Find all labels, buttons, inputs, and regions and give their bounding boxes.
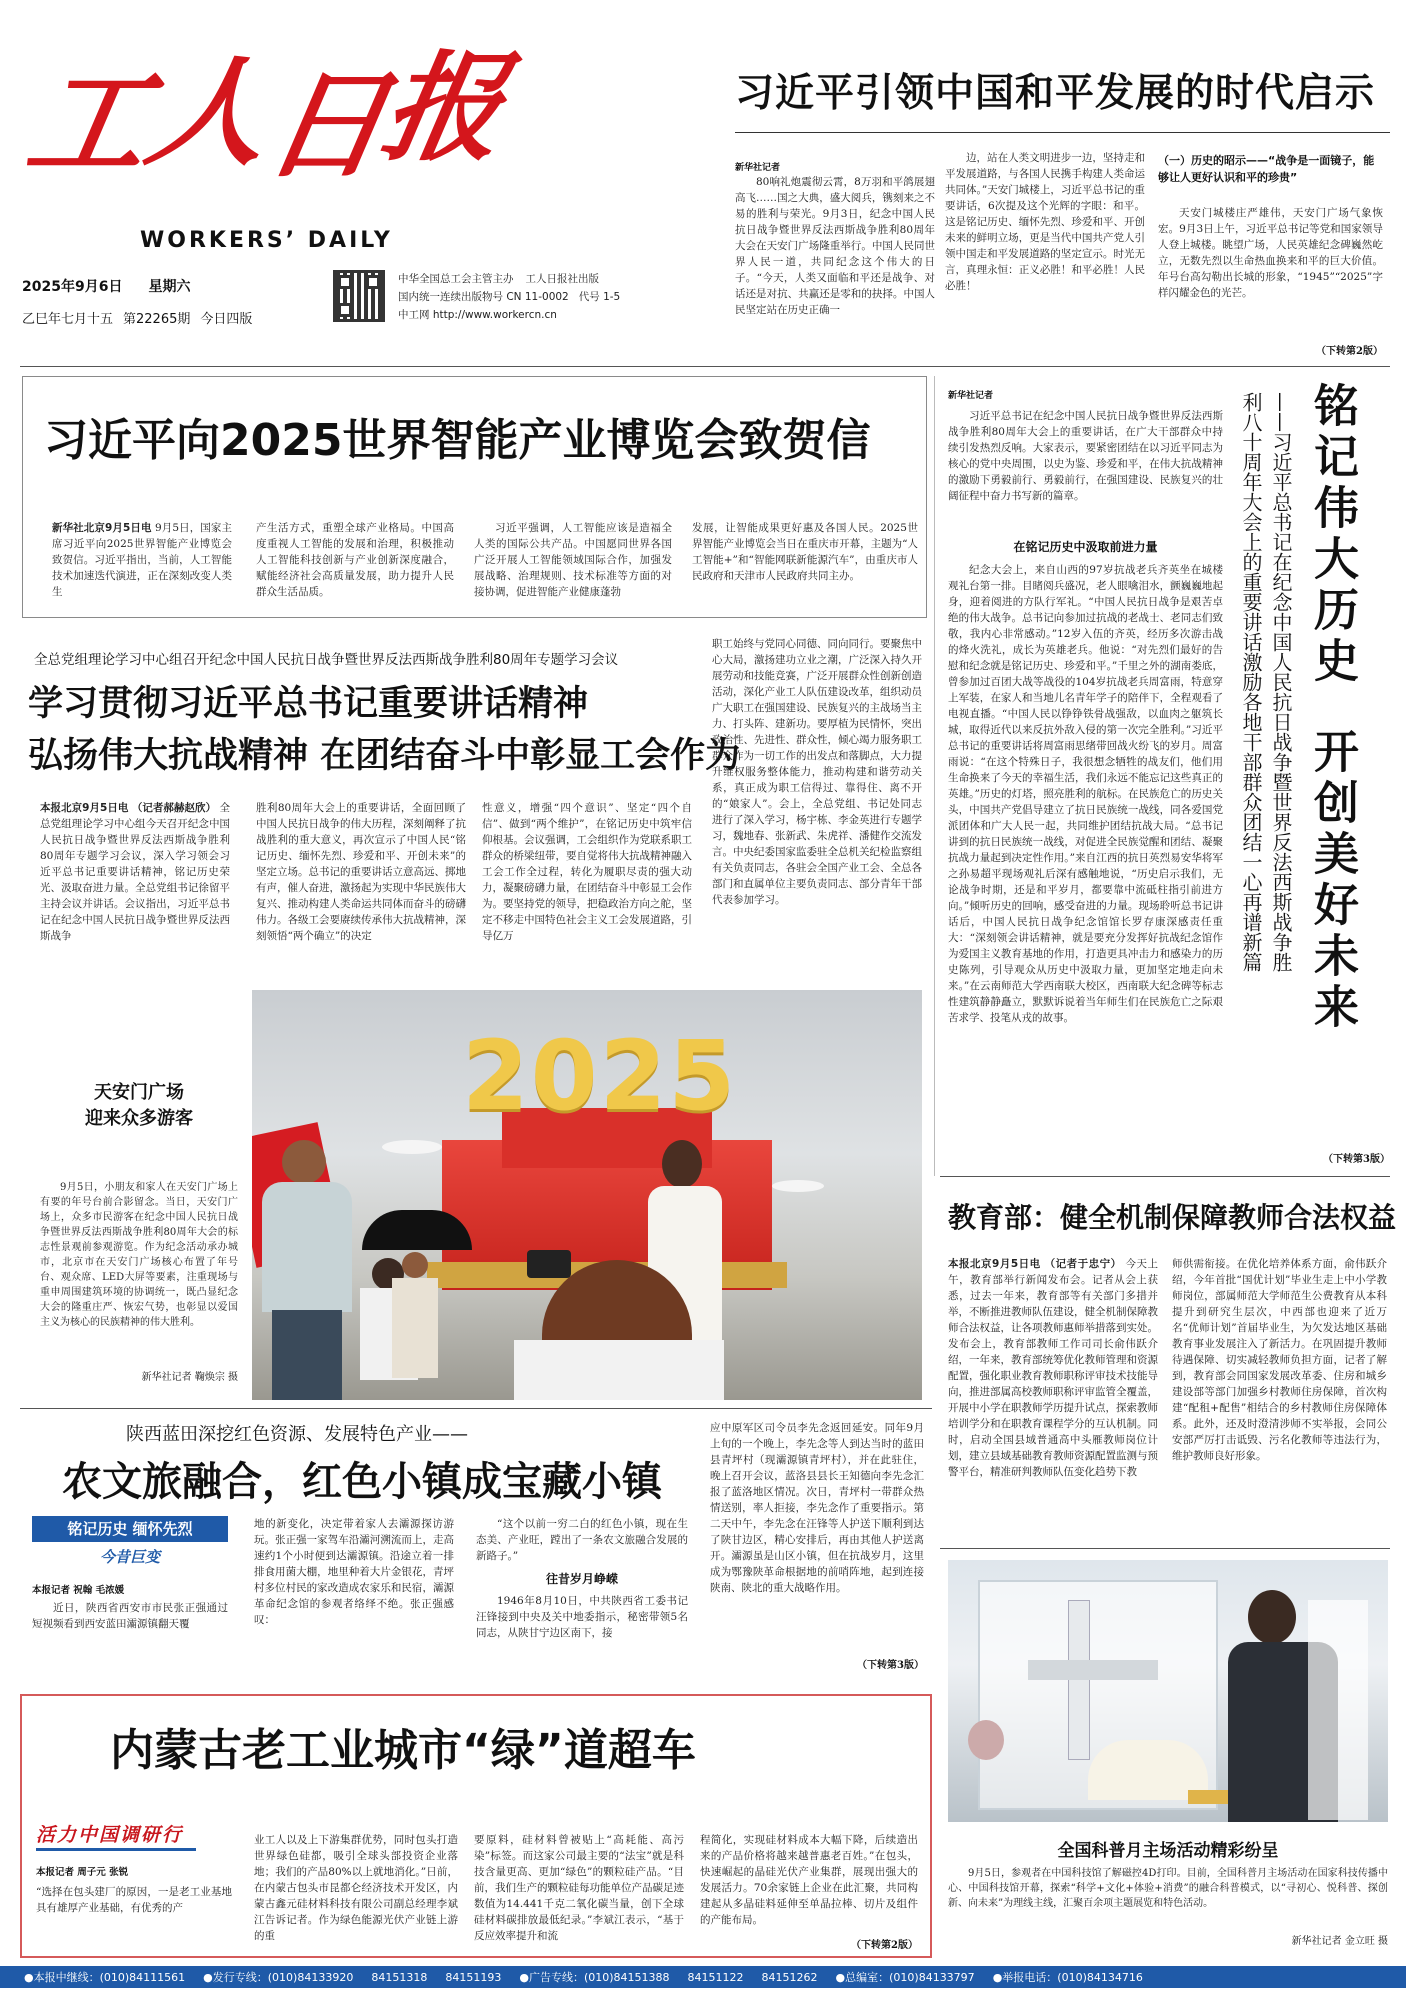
masthead-char-4: 报 [372,38,516,177]
village-headline: 农文旅融合，红色小镇成宝藏小镇 [62,1459,662,1505]
education-headline: 教育部：健全机制保障教师合法权益 [948,1201,1397,1234]
editorial-subhead: 在铭记历史中汲取前进力量 [1013,540,1158,554]
village-byline: 本报记者 祝翰 毛浓媛 [32,1585,125,1596]
editorial-title-big-2: 开创美好未来 [1306,728,1359,1034]
village-col-3-pre: “这个以前一穷二白的红色小镇，现在生态美、产业旺，蹚出了一条农文旅融合发展的新路子。” [476,1518,688,1562]
footer-hotline: ●本报中继线：(010)84111561 [24,1971,186,1984]
lead-turn: （下转第2版） [1316,346,1383,357]
science-photo-caption: 9月5日，参观者在中国科技馆了解磁控4D打印。目前，全国科普月主场活动在国家科技传播中心、中国科技馆开幕，探索“科学+文化+体验+消费”的融合科普模式，以“寻初心、悦科普、探创新、向未来”为理线主线，汇聚百余项主题展览和特色活动。 [948,1868,1388,1909]
inner-mongolia-tag: 活力中国调研行 [36,1824,184,1846]
publisher-sponsor: 中华全国总工会主管主办 [398,273,514,285]
science-photo-credit: 新华社记者 金立旺 摄 [1291,1936,1388,1947]
village-kicker: 陕西蓝田深挖红色资源、发展特色产业—— [126,1424,468,1445]
inner-mongolia-byline: 本报记者 周子元 张锐 [36,1867,129,1878]
editorial-turn: （下转第3版） [1323,1154,1390,1165]
lead-col-3: 天安门城楼庄严雄伟，天安门广场气象恢宏。9月3日上午，习近平总书记等党和国家领导人登上城楼。眺望广场，人民英雄纪念碑巍然屹立，无数先烈以生命热血换来和平的巨大价值。年号台高勾勒出长城的形象，“1945”“2025”字样闪耀金色的光芒。 [1158,207,1383,299]
inner-mongolia-col-2: 业工人以及上下游集群优势，同时包头打造世界绿色硅都，吸引全球头部投资企业落地；我们的产品80%以上就地消化。”日前，在内蒙古包头市昆都仑经济技术开发区，内蒙古鑫元硅材料科技有限公司副总经理李斌江告诉记者。作为绿色能源光伏产业链上游的重 [254,1834,458,1942]
editorial-byline: 新华社记者 [948,391,994,401]
issue-lunar: 乙巳年七月十五 [22,312,114,327]
editorial-p1: 习近平总书记在纪念中国人民抗日战争暨世界反法西斯战争胜利80周年大会上的重要讲话，在广大干部群众中持续引发热烈反响。大家表示，要紧密团结在以习近平同志为核心的党中央周围，以史为鉴、珍爱和平，在伟大抗战精神的激励下勇毅前行、勇毅前行，在强国建设、民族复兴的壮阔征程中奋力书写新的篇章。 [948,410,1223,502]
tiananmen-caption-block [40,1080,238,1132]
village-col-4: 应中原军区司令员李先念返回延安。同年9月上旬的一个晚上，李先念等人到达当时的蓝田县青坪村（现灞源镇青坪村），并在此驻住，晚上召开会议，蓝洛县县长王知德向李先念汇报了蓝洛地区情况。次日，青坪村一带群众热情送别，率人拒接，李先念作了重要指示。第二天中午，李先念在汪锋等人护送下顺利到达了陕甘边区，精心安排后，再由其他人护送离开。灞源虽是山区小镇，但在抗战岁月，这里成为鄂豫陕革命根据地的前哨阵地，起到连接陕南、陕北的重大战略作用。 [710,1422,924,1594]
study-headline-2: 弘扬伟大抗战精神 在团结奋斗中彰显工会作为 [28,736,741,776]
masthead-char-1: 工 [17,53,161,192]
footer-distribution-2: 84151318 [371,1970,428,1984]
footer-report-line: ●举报电话：(010)84134716 [992,1971,1143,1984]
issue-weekday: 星期六 [148,279,191,295]
publisher-name: 工人日报社出版 [525,273,599,285]
study-credit: （记者郝赫赵欣） [131,802,217,814]
footer-ads-3: 84151262 [761,1970,818,1984]
lead-headline: 习近平引领中国和平发展的时代启示 [735,71,1376,116]
footer-ads-2: 84151122 [687,1970,744,1984]
lead-byline: 新华社记者 [735,163,781,173]
inner-mongolia-turn: （下转第2版） [851,1940,918,1951]
editorial-p2-wide [948,1052,1388,1053]
footer-distribution-3: 84151193 [445,1970,502,1984]
tiananmen-photo [252,990,922,1400]
tiananmen-credit: 新华社记者 鞠焕宗 摄 [141,1372,238,1383]
website: 中工网 http://www.workercn.cn [398,309,557,321]
serial-number: 国内统一连续出版物号 CN 11-0002 [398,291,569,303]
tiananmen-title-2: 迎来众多游客 [85,1108,193,1129]
inner-mongolia-col-4: 程简化，实现硅材料成本大幅下降，后续造出来的产品价格将越来越普惠老百姓。”在包头，快速崛起的晶硅光伏产业集群，展现出强大的发展活力。70余家链上企业在此汇聚，共同构建起从多晶硅料延伸至单晶拉棒、切片及组件的产能布局。 [700,1834,918,1926]
study-headline-1: 学习贯彻习近平总书记重要讲话精神 [28,684,589,724]
editorial-title-big-1: 铭记伟大历史 [1306,382,1359,688]
lead-col-1: 80响礼炮震彻云霄，8万羽和平鸽展翅高飞……国之大典，盛大阅兵，镌刻来之不易的胜利与荣光。9月3日，纪念中国人民抗日战争暨世界反法西斯战争胜利80周年大会在天安门广场隆重举行。中国人民同世界人民一道，共同纪念这个伟大的日子。“今天，人类又面临和平还是战争、对话还是对抗、共赢还是零和的抉择。中国人民坚定站在历史正确一 [735,176,935,316]
study-col-2: 胜利80周年大会上的重要讲话，全面回顾了中国人民抗日战争的伟大历程，深刻阐释了抗战胜利的重大意义，再次宣示了中国人民“铭记历史、缅怀先烈、珍爱和平、开创未来”的坚定立场。总书记的重要讲话立意高远、掷地有声，催人奋进，激扬起为实现中华民族伟大复兴、推动构建人类命运共同体而奋斗的磅礴伟力。各级工会要赓续传承伟大抗战精神，深刻领悟“两个确立”的决定 [256,802,466,942]
study-dateline: 本报北京9月5日电 [40,802,129,814]
tiananmen-caption: 9月5日，小朋友和家人在天安门广场上有要的年号台前合影留念。当日，天安门广场上，众多市民游客在纪念中国人民抗日战争暨世界反法西斯战争胜利80周年大会的标志性景观前参观游览。作为纪念活动承办城市，北京市在天安门广场核心布置了年号台、观众席、LED大屏等要素，注重现场与重申周围建筑环境的协调统一，既凸显纪念大会的隆重庄严、恢宏气势，也彰显以爱国主义为核心的民族精神的伟大胜利。 [40,1182,238,1328]
publisher-info [398,270,718,324]
qr-code [333,270,385,322]
village-col-3: 1946年8月10日，中共陕西省工委书记汪锋接到中央及关中地委指示，秘密带领5名同志，从陕甘宁边区南下，接 [476,1595,688,1639]
greeting-col-3: 习近平强调，人工智能应该是造福全人类的国际公共产品。中国愿同世界各国广泛开展人工智能领域国际合作，加强发展战略、治理规则、技术标准等方面的对接协调，促进智能产业健康蓬勃 [474,522,672,598]
village-tag-text: 铭记历史 缅怀先烈 [67,1520,193,1538]
postal-code: 代号 1-5 [578,291,621,303]
inner-mongolia-headline: 内蒙古老工业城市“绿”道超车 [110,1725,696,1776]
footer-editorial-office: ●总编室：(010)84133797 [835,1971,975,1984]
village-tag-sub: 今昔巨变 [99,1548,160,1566]
inner-mongolia-col-1: “选择在包头建厂的原因，一是老工业基地具有雄厚产业基础，有优秀的产 [36,1886,232,1914]
education-dateline: 本报北京9月5日电 [948,1258,1041,1270]
greeting-headline: 习近平向2025世界智能产业博览会致贺信 [44,415,871,466]
masthead-char-3: 日 [255,55,399,194]
tiananmen-photo-text: 2025 [462,1020,738,1132]
issue-info [22,276,322,327]
education-col-1: 今天上午，教育部举行新闻发布会。记者从会上获悉，过去一年来，教育部等有关部门多措并举，不断推进教师队伍建设，健全机制保障教师合法权益，让各项教师惠师举措落到实处。发布会上，教育部教师工作司司长俞伟跃介绍，一年来，教育部统筹优化教师管理和资源配置，强化职业教育教师职称评审技术技能导向，推进部属高校教师职称评审监管全覆盖，开展中小学在职教师学历提升试点，探索教师培训学分和在职教育课程学分的互认机制。同时，启动全国县域普通高中头雁教师岗位计划，建立县域基础教育教师资源配置监测与预警平台，精准研判教师队伍变化趋势下教 [948,1258,1158,1478]
masthead-title [17,28,516,228]
study-col-3: 性意义，增强“四个意识”、坚定“四个自信”、做到“两个维护”，在铭记历史中筑牢信仰根基。会议强调，工会组织作为党联系职工群众的桥梁纽带，要自觉将伟大抗战精神融入工会工作全过程，转化为履职尽责的强大动力，凝聚磅礴力量，在团结奋斗中彰显工会作为。要坚持党的领导，把稳政治方向之舵，坚定不移走中国特色社会主义工会发展道路，引导亿万 [482,802,692,942]
science-photo [948,1560,1388,1822]
greeting-col-2: 产生活方式，重塑全球产业格局。中国高度重视人工智能的发展和治理，积极推动人工智能科技创新与产业创新深度融合，赋能经济社会高质量发展，助力提升人民群众生活品质。 [256,522,454,598]
greeting-col-1: 9月5日，国家主席习近平向2025世界智能产业博览会致贺信。习近平指出，当前，人工智能技术加速迭代演进，正在深刻改变人类生 [52,522,232,598]
issue-date: 2025年9月6日 [22,279,123,295]
village-turn: （下转第3版） [857,1660,924,1671]
village-col-3-subhead: 往昔岁月峥嵘 [545,1572,618,1586]
footer-ads: ●广告专线：(010)84151388 [519,1971,670,1984]
footer-distribution: ●发行专线：(010)84133920 [203,1971,354,1984]
inner-mongolia-col-3: 要原料，硅材料曾被贴上“高耗能、高污染”标签。而这家公司最主要的“法宝”就是科技含量更高、更加“绿色”的颗粒硅产品。“目前，我们生产的颗粒硅每功能单位产品碳足迹数值为14.441千克二氧化碳当量，创下全球硅材料碳排放最低纪录。”李斌江表示，“基于反应效率提升和流 [474,1834,684,1942]
education-col-2: 师供需衔接。在优化培养体系方面，俞伟跃介绍，今年首批“国优计划”毕业生走上中小学教师岗位，部属师范大学师范生公费教育从本科提升到研究生层次，中西部也迎来了近万名“优师计划”首届毕业生，为欠发达地区基础教育事业发展注入了新活力。在巩固提升教师待遇保障、切实减轻教师负担方面，记者了解到，教育部会同国家发展改革委、住房和城乡建设部等部门加强乡村教师住房保障，首次构建“配租+配售”相结合的乡村教师住房保障体系。此外，还及时澄清涉师不实举报，会同公安部严厉打击诋毁、污名化教师等违法行为，维护教师良好形象。 [1172,1258,1387,1462]
study-kicker: 全总党组理论学习中心组召开纪念中国人民抗日战争暨世界反法西斯战争胜利80周年专题学习会议 [34,652,619,668]
science-photo-title: 全国科普月主场活动精彩纷呈 [1057,1841,1279,1861]
greeting-dateline: 新华社北京9月5日电 [52,522,152,534]
village-col-2: 地的新变化，决定带着家人去灞源探访游玩。张正强一家驾车沿灞河溯流而上，走高速约1个小时便到达灞源镇。沿途立着一排排食用菌大棚，地里种着大片金银花，青坪村多位村民的家改造成农家乐和民宿，灞源革命纪念馆的参观者络绎不绝。张正强感叹： [254,1518,454,1626]
issue-pages: 今日四版 [200,312,253,327]
greeting-col-4: 发展，让智能成果更好惠及各国人民。2025世界智能产业博览会当日在重庆市开幕，主题为“人工智能+”和“智能网联新能源汽车”，由重庆市人民政府和天津市人民政府共同主办。 [692,522,918,582]
village-tag [32,1516,228,1542]
issue-number: 第22265期 [123,312,191,327]
lead-col-2: 边，站在人类文明进步一边，坚持走和平发展道路，与各国人民携手构建人类命运共同体。”天安门城楼上，习近平总书记的重要讲话，6次提及这个光辉的字眼：和平。这是铭记历史、缅怀先烈、珍爱和平、开创未来的鲜明立场，更是当代中国共产党人引领中国走和平发展道路的坚定宣示。时光无言，真理永恒：正义必胜！和平必胜！人民必胜！ [945,152,1145,292]
editorial-p2: 纪念大会上，来自山西的97岁抗战老兵齐英坐在城楼观礼台第一排。目睹阅兵盛况，老人眼噙泪水，颤巍巍地起身，迎着阅进的方队行军礼。“中国人民抗日战争是艰苦卓绝的伟大战争。总书记向参加过抗战的老战士、老同志们致敬，我内心非常感动。”12岁入伍的齐英，经历多次游击战的烽火洗礼，成长为英雄老兵。他说：“对先烈们最好的告慰和纪念就是铭记历史、珍爱和平。”千里之外的湖南娄底，曾参加过百团大战等战役的104岁抗战老兵周富雨，特意穿上军装，在家人和当地儿名青年学子的陪伴下，全程观看了电视直播。“中国人民以铮铮铁骨战强敌，以血肉之躯筑长城，取得近代以来反抗外敌入侵的第一次完全胜利。”习近平总书记的重要讲话将周富雨思绪带回战火纷飞的岁月。周富雨说：“在这个特殊日子，我很想念牺牲的战友们，他们用生命换来了今天的幸福生活，我们永远不能忘记这些真正的英雄。”历史的灯塔，照亮胜利的航标。在民族危亡的历史关头，中国共产党倡导建立了抗日民族统一战线，同各爱国党派团体和广大人民一起，共同维护团结抗战大局。“总书记讲到的抗日民族统一战线，对促进全民族觉醒和团结、凝聚抗战力量起到决定性作用。”来自江西的抗日英烈易安华将军之孙易超平现场观礼后深有感触地说，“历史启示我们，无论战争时期，还是和平岁月，都要靠中流砥柱指引前进方向。”倾听历史的回响，感受奋进的力量。现场聆听总书记讲话后，中国人民抗日战争纪念馆馆长罗存康深感责任重大：“深刻领会讲话精神，就是要充分发挥好抗战纪念馆作为爱国主义教育基地的作用，打造更具冲击力和感染力的历史陈列，引导观众从历史中汲取力量，更加坚定地走向未来。”在云南师范大学西南联大校区，西南联大纪念碑等标志性建筑静静矗立，默默诉说着当年师生们在民族危亡之际艰苦求学、投笔从戎的故事。 [948,564,1223,1024]
study-col-4: 职工始终与党同心同德、同向同行。要聚焦中心大局，激扬建功立业之潮，广泛深入持久开展劳动和技能竞赛，广泛开展群众性创新创造活动，深化产业工人队伍建设改革，组织动员广大职工在强国建设、民族复兴的主战场当主力、打头阵、建新功。要厚植为民情怀，突出政治性、先进性、群众性，倾心竭力服务职工群众作为一切工作的出发点和落脚点，大力提升维权服务整体能力，推动构建和谐劳动关系，真正成为职工信得过、靠得住、离不开的“娘家人”。会上，全总党组、书记处同志进行了深入学习，杨宇栋、李金英进行专题学习，魏地春、张新武、朱虎祥、潘健作交流发言。中央纪委国家监委驻全总机关纪检监察组有关负责同志，各驻会全国产业工会、全总各部门和直属单位主要负责同志、部分青年干部代表参加学习。 [712,638,922,906]
editorial-title-sub: ——习近平总书记在纪念中国人民抗日战争暨世界反法西斯战争胜利八十周年大会上的重要讲话激励各地干部群众团结一心再谱新篇 [1239,392,1293,972]
masthead [17,28,520,258]
masthead-char-2: 人 [137,43,281,182]
tiananmen-title-1: 天安门广场 [94,1082,184,1103]
lead-col-3-head: （一）历史的昭示——“战争是一面镜子，能够让人更好认识和平的珍贵” [1158,154,1375,184]
footer-bar [0,1966,1406,1988]
village-col-1: 近日，陕西省西安市市民张正强通过短视频看到西安蓝田灞源镇翻天覆 [32,1602,228,1630]
masthead-subtitle: WORKERS’ DAILY [140,228,393,253]
education-credit: （记者于忠宁） [1044,1258,1122,1270]
study-col-1: 全总党组理论学习中心组今天召开纪念中国人民抗日战争暨世界反法西斯战争胜利80周年专题学习会议，深入学习领会习近平总书记重要讲话精神，铭记历史荣光、汲取奋进力量。全总党组书记徐留平主持会议并讲话。会议指出，习近平总书记在纪念中国人民抗日战争暨世界反法西斯战争 [40,802,230,942]
